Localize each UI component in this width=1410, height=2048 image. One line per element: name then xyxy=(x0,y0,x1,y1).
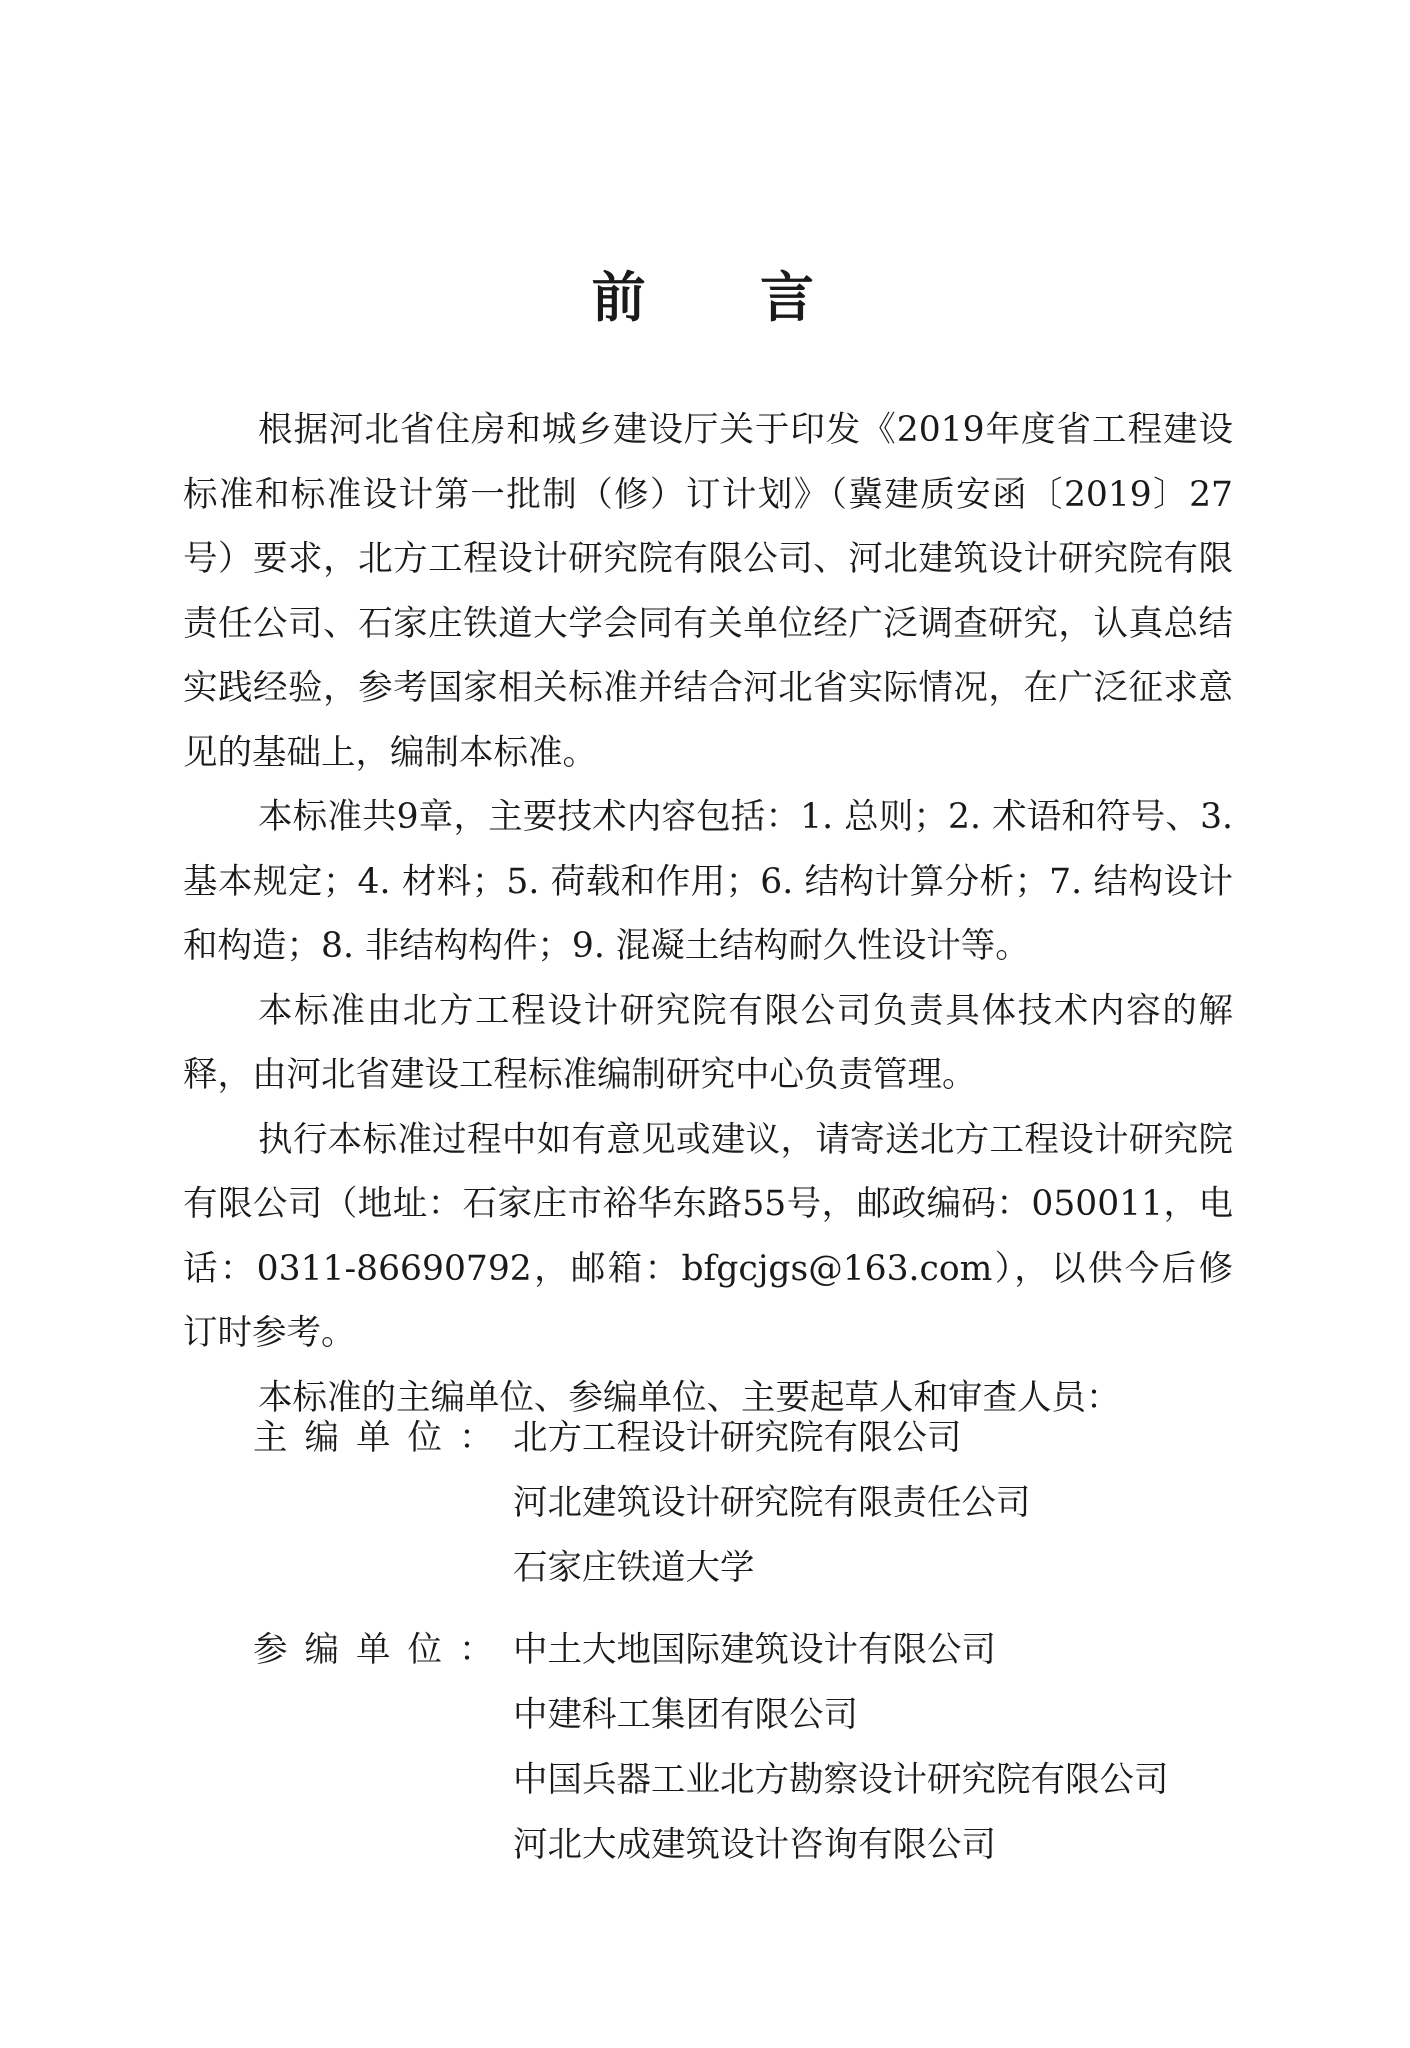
participating-unit-item: 中土大地国际建筑设计有限公司 xyxy=(513,1630,996,1670)
paragraph-contents: 本标准共9章，主要技术内容包括：1. 总则；2. 术语和符号、3. 基本规定；4. 材料；5. 荷载和作用；6. 结构计算分析；7. 结构设计和构造；8. 非结构构件；9. 混凝土结构耐久性设计等。 xyxy=(183,797,1233,966)
participating-unit-item: 中建科工集团有限公司 xyxy=(513,1695,858,1735)
page-title xyxy=(0,262,1410,332)
participating-unit-item: 中国兵器工业北方勘察设计研究院有限公司 xyxy=(513,1760,1169,1800)
paragraph-units-intro: 本标准的主编单位、参编单位、主要起草人和审查人员： xyxy=(258,1377,1121,1418)
title-char-1: 前 xyxy=(591,265,650,329)
chief-units-group xyxy=(183,1406,1283,1601)
paragraph-feedback: 执行本标准过程中如有意见或建议，请寄送北方工程设计研究院有限公司（地址：石家庄市裕华东路55号，邮政编码：050011，电话：0311-86690792，邮箱：bfgcjgs@163.com），以供今后修订时参考。 xyxy=(183,1119,1233,1353)
preface-body xyxy=(183,398,1233,1430)
participating-units-label: 参编单位： xyxy=(253,1630,511,1670)
chief-units-list xyxy=(513,1406,1031,1601)
title-char-2: 言 xyxy=(760,265,819,329)
chief-unit-item: 北方工程设计研究院有限公司 xyxy=(513,1418,962,1458)
chief-unit-item: 河北建筑设计研究院有限责任公司 xyxy=(513,1483,1031,1523)
paragraph-basis: 根据河北省住房和城乡建设厅关于印发《2019年度省工程建设标准和标准设计第一批制（修）订计划》（冀建质安函〔2019〕27号）要求，北方工程设计研究院有限公司、河北建筑设计研究院有限责任公司、石家庄铁道大学会同有关单位经广泛调查研究，认真总结实践经验，参考国家相关标准并结合河北省实际情况，在广泛征求意见的基础上，编制本标准。 xyxy=(183,410,1233,773)
participating-units-list xyxy=(513,1618,1169,1878)
participating-units-group xyxy=(183,1618,1283,1878)
chief-unit-item: 石家庄铁道大学 xyxy=(513,1548,755,1588)
chief-units-label: 主编单位： xyxy=(253,1418,511,1458)
participating-unit-item: 河北大成建筑设计咨询有限公司 xyxy=(513,1825,996,1865)
paragraph-management: 本标准由北方工程设计研究院有限公司负责具体技术内容的解释，由河北省建设工程标准编制研究中心负责管理。 xyxy=(183,990,1233,1095)
units-section xyxy=(183,1406,1283,1878)
